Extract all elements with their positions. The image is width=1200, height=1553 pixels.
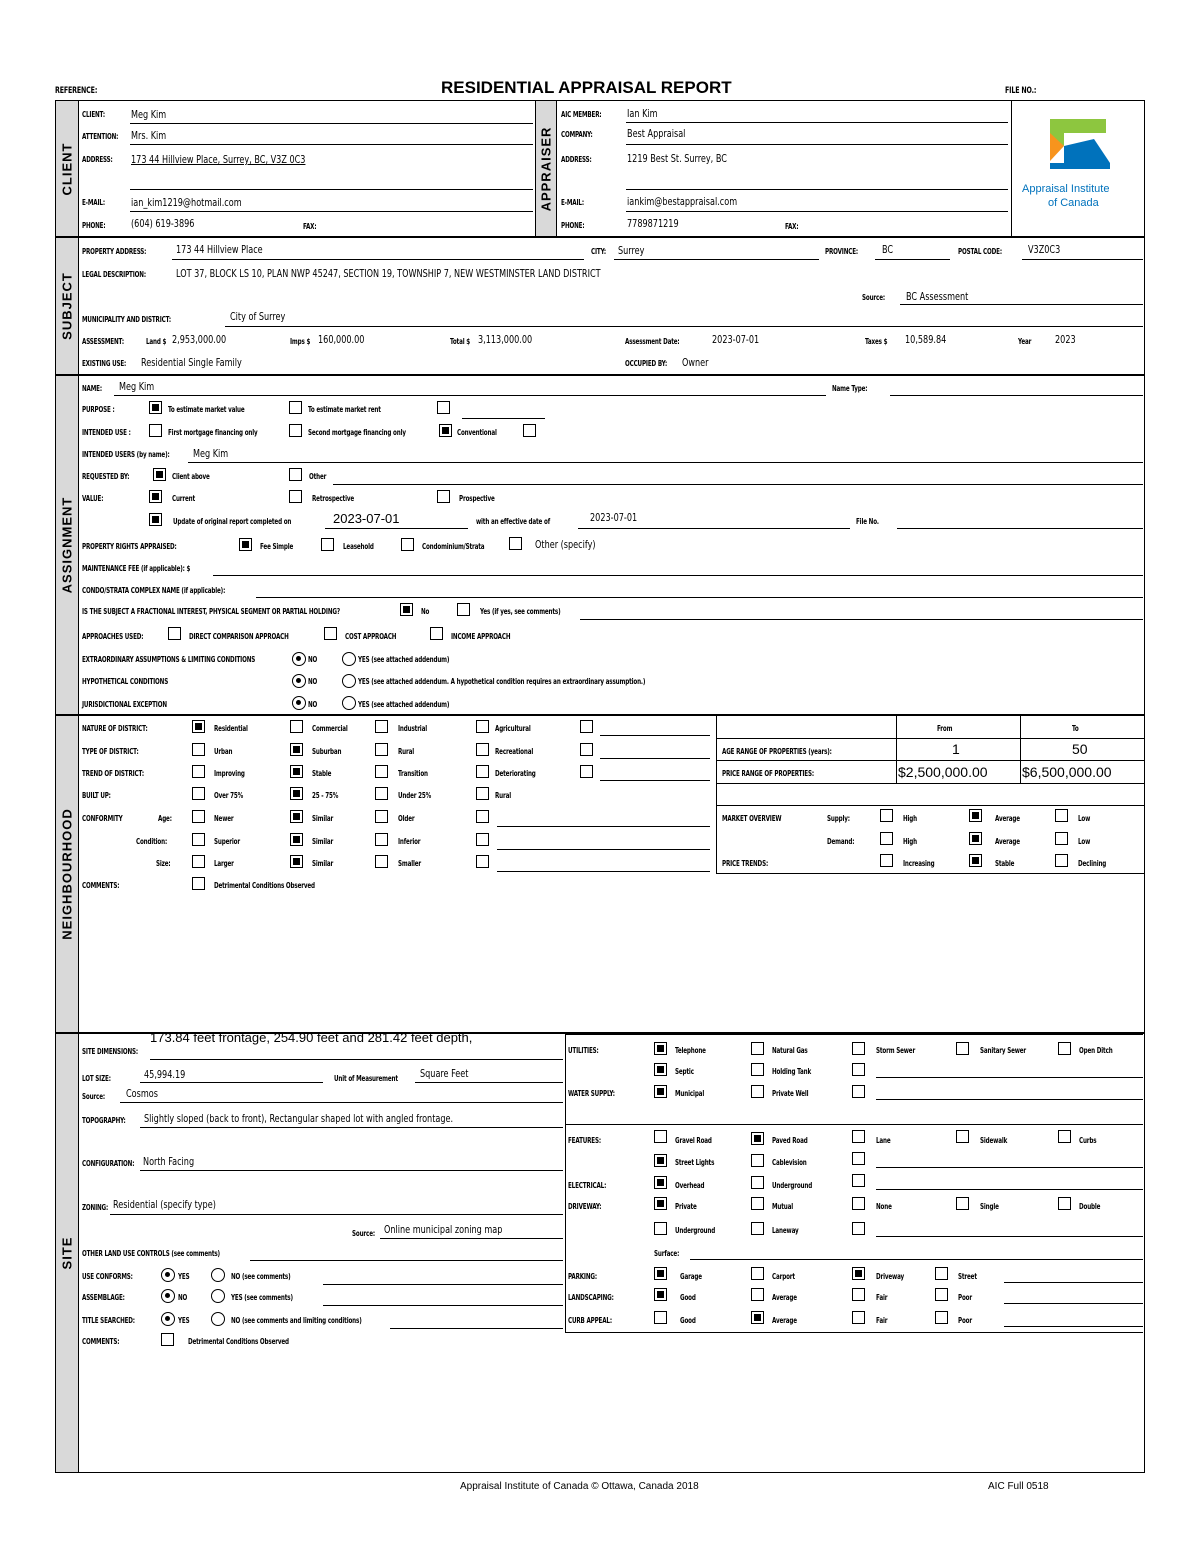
- jurisdictional-yes-radio[interactable]: [342, 696, 356, 710]
- natural-gas-checkbox[interactable]: [751, 1042, 764, 1055]
- parking-label: PARKING:: [568, 1272, 597, 1281]
- parking-driveway-checkbox[interactable]: [852, 1267, 865, 1280]
- client-address-label: ADDRESS:: [82, 155, 113, 164]
- type-rural-checkbox[interactable]: [375, 743, 388, 756]
- open-ditch-checkbox[interactable]: [1058, 1042, 1071, 1055]
- curb-average-checkbox[interactable]: [751, 1311, 764, 1324]
- file-no-label: FILE NO.:: [1005, 86, 1037, 96]
- demand-low-checkbox[interactable]: [1055, 832, 1068, 845]
- trend-label: TREND OF DISTRICT:: [82, 769, 144, 778]
- lot-size-value: 45,994.19: [144, 1068, 186, 1081]
- imps-label: Imps $: [290, 337, 311, 346]
- trend-improving-checkbox[interactable]: [192, 765, 205, 778]
- extraordinary-yes-radio[interactable]: [342, 652, 356, 666]
- footer-copyright: Appraisal Institute of Canada © Ottawa, Canada 2018: [460, 1481, 699, 1492]
- fractional-yes-checkbox[interactable]: [457, 603, 470, 616]
- landscaping-average-checkbox[interactable]: [751, 1288, 764, 1301]
- legal-source-label: Source:: [862, 293, 885, 302]
- province-value: BC: [882, 243, 894, 256]
- features-label: FEATURES:: [568, 1136, 601, 1145]
- driveway-mutual-checkbox[interactable]: [751, 1197, 764, 1210]
- landscaping-fair-checkbox[interactable]: [852, 1288, 865, 1301]
- fee-simple-checkbox[interactable]: [239, 538, 252, 551]
- purpose-market-rent-checkbox[interactable]: [289, 401, 302, 414]
- section-neighbourhood: NEIGHBOURHOOD: [56, 716, 79, 1032]
- type-suburban-checkbox[interactable]: [290, 743, 303, 756]
- features-other-checkbox[interactable]: [852, 1152, 865, 1165]
- price-range-label: PRICE RANGE OF PROPERTIES:: [722, 769, 814, 778]
- age-to-value: 50: [1072, 741, 1088, 757]
- storm-sewer-checkbox[interactable]: [852, 1042, 865, 1055]
- landscaping-label: LANDSCAPING:: [568, 1293, 614, 1302]
- effective-date-value: 2023-07-01: [590, 511, 638, 524]
- driveway-label: DRIVEWAY:: [568, 1202, 602, 1211]
- topography-value: Slightly sloped (back to front), Rectangular shaped lot with angled frontage.: [144, 1112, 454, 1125]
- conformity-cond-other-checkbox[interactable]: [476, 833, 489, 846]
- price-trends-label: PRICE TRENDS:: [722, 859, 769, 868]
- client-value: Meg Kim: [131, 108, 167, 121]
- aic-logo-icon: [1012, 101, 1145, 191]
- legal-label: LEGAL DESCRIPTION:: [82, 270, 146, 279]
- zoning-label: ZONING:: [82, 1203, 109, 1212]
- trend-stable-checkbox[interactable]: [290, 765, 303, 778]
- condominium-checkbox[interactable]: [401, 538, 414, 551]
- purpose-label: PURPOSE :: [82, 405, 115, 414]
- section-client: CLIENT: [56, 101, 79, 236]
- update-checkbox[interactable]: [149, 513, 162, 526]
- configuration-label: CONFIGURATION:: [82, 1159, 135, 1168]
- purpose-market-value-checkbox[interactable]: [149, 401, 162, 414]
- sanitary-sewer-checkbox[interactable]: [956, 1042, 969, 1055]
- title-yes-radio[interactable]: [161, 1312, 175, 1326]
- overhead-checkbox[interactable]: [654, 1176, 667, 1189]
- assemblage-label: ASSEMBLAGE:: [82, 1293, 125, 1302]
- requested-client-above-checkbox[interactable]: [153, 468, 166, 481]
- property-address-label: PROPERTY ADDRESS:: [82, 247, 147, 256]
- type-urban-checkbox[interactable]: [192, 743, 205, 756]
- conformity-age-older-checkbox[interactable]: [375, 810, 388, 823]
- site-dimensions-value: 173.84 feet frontage, 254.90 feet and 281.42 feet depth,: [150, 1030, 473, 1045]
- occupied-label: OCCUPIED BY:: [625, 359, 668, 368]
- gravel-road-checkbox[interactable]: [654, 1130, 667, 1143]
- utilities-other-checkbox[interactable]: [852, 1063, 865, 1076]
- name-label: NAME:: [82, 384, 102, 393]
- septic-checkbox[interactable]: [654, 1063, 667, 1076]
- conformity-size-other-checkbox[interactable]: [476, 855, 489, 868]
- demand-high-checkbox[interactable]: [880, 832, 893, 845]
- province-label: PROVINCE:: [825, 247, 858, 256]
- driveway-laneway-checkbox[interactable]: [751, 1222, 764, 1235]
- built-over75-checkbox[interactable]: [192, 787, 205, 800]
- update-date-value: 2023-07-01: [333, 511, 400, 526]
- approaches-label: APPROACHES USED:: [82, 632, 144, 641]
- client-phone-label: PHONE:: [82, 221, 106, 230]
- type-recreational-checkbox[interactable]: [476, 743, 489, 756]
- driveway-double-checkbox[interactable]: [1058, 1197, 1071, 1210]
- underground-electric-checkbox[interactable]: [751, 1176, 764, 1189]
- year-label: Year: [1018, 337, 1032, 346]
- parking-carport-checkbox[interactable]: [751, 1267, 764, 1280]
- value-prospective-checkbox[interactable]: [437, 490, 450, 503]
- leasehold-checkbox[interactable]: [321, 538, 334, 551]
- client-email-value: ian_kim1219@hotmail.com: [131, 196, 242, 209]
- file-no-field-label: File No.: [856, 517, 879, 526]
- requested-by-label: REQUESTED BY:: [82, 472, 130, 481]
- income-approach-checkbox[interactable]: [430, 627, 443, 640]
- conventional-checkbox[interactable]: [439, 424, 452, 437]
- type-other-checkbox[interactable]: [580, 743, 593, 756]
- driveway-underground-checkbox[interactable]: [654, 1222, 667, 1235]
- parking-street-checkbox[interactable]: [935, 1267, 948, 1280]
- conformity-size-smaller-checkbox[interactable]: [375, 855, 388, 868]
- use-conforms-no-radio[interactable]: [211, 1268, 225, 1282]
- landscaping-poor-checkbox[interactable]: [935, 1288, 948, 1301]
- other-specify-checkbox[interactable]: [509, 537, 522, 550]
- footer-form-id: AIC Full 0518: [988, 1481, 1049, 1492]
- conformity-size-similar-checkbox[interactable]: [290, 855, 303, 868]
- use-conforms-yes-radio[interactable]: [161, 1268, 175, 1282]
- jurisdictional-label: JURISDICTIONAL EXCEPTION: [82, 700, 167, 709]
- curb-poor-checkbox[interactable]: [935, 1311, 948, 1324]
- assessment-date-label: Assessment Date:: [625, 337, 680, 346]
- trends-declining-checkbox[interactable]: [1055, 854, 1068, 867]
- conformity-cond-superior-checkbox[interactable]: [192, 833, 205, 846]
- driveway-none-checkbox[interactable]: [852, 1197, 865, 1210]
- supply-high-checkbox[interactable]: [880, 809, 893, 822]
- from-header: From: [937, 724, 953, 733]
- reference-label: REFERENCE:: [55, 86, 98, 96]
- unit-value: Square Feet: [420, 1067, 469, 1080]
- conformity-age-newer-checkbox[interactable]: [192, 810, 205, 823]
- intended-use-label: INTENDED USE :: [82, 428, 131, 437]
- second-mortgage-checkbox[interactable]: [289, 424, 302, 437]
- demand-average-checkbox[interactable]: [969, 832, 982, 845]
- site-comments-label: COMMENTS:: [82, 1337, 120, 1346]
- extraordinary-no-radio[interactable]: [292, 652, 306, 666]
- client-email-label: E-MAIL:: [82, 198, 105, 207]
- assessment-label: ASSESSMENT:: [82, 337, 124, 346]
- type-label: TYPE OF DISTRICT:: [82, 747, 139, 756]
- sidewalk-checkbox[interactable]: [956, 1130, 969, 1143]
- conformity-age-similar-checkbox[interactable]: [290, 810, 303, 823]
- built-rural-checkbox[interactable]: [476, 787, 489, 800]
- company-value: Best Appraisal: [627, 127, 686, 140]
- client-address-value: 173 44 Hillview Place, Surrey, BC, V3Z 0C3: [131, 153, 306, 166]
- value-retrospective-checkbox[interactable]: [289, 490, 302, 503]
- legal-source-value: BC Assessment: [906, 290, 969, 303]
- parking-garage-checkbox[interactable]: [654, 1267, 667, 1280]
- zoning-source-value: Online municipal zoning map: [384, 1223, 503, 1236]
- site-dimensions-label: SITE DIMENSIONS:: [82, 1047, 139, 1056]
- utilities-label: UTILITIES:: [568, 1046, 599, 1055]
- to-header: To: [1072, 724, 1079, 733]
- conformity-cond-inferior-checkbox[interactable]: [375, 833, 388, 846]
- curbs-checkbox[interactable]: [1058, 1130, 1071, 1143]
- electrical-label: ELECTRICAL:: [568, 1181, 607, 1190]
- appraiser-address-label: ADDRESS:: [561, 155, 592, 164]
- trend-other-checkbox[interactable]: [580, 765, 593, 778]
- conformity-label: CONFORMITY: [82, 814, 123, 823]
- total-value: 3,113,000.00: [478, 333, 533, 346]
- postal-label: POSTAL CODE:: [958, 247, 1002, 256]
- taxes-label: Taxes $: [865, 337, 888, 346]
- intended-users-label: INTENDED USERS (by name):: [82, 450, 170, 459]
- city-label: CITY:: [591, 247, 607, 256]
- fractional-no-checkbox[interactable]: [400, 603, 413, 616]
- supply-low-checkbox[interactable]: [1055, 809, 1068, 822]
- water-supply-label: WATER SUPPLY:: [568, 1089, 615, 1098]
- appraiser-phone-label: PHONE:: [561, 221, 585, 230]
- appraiser-phone-value: 7789871219: [627, 217, 679, 230]
- intended-users-value: Meg Kim: [193, 447, 229, 460]
- zoning-value: Residential (specify type): [113, 1198, 216, 1211]
- curb-fair-checkbox[interactable]: [852, 1311, 865, 1324]
- appraiser-fax-label: FAX:: [785, 222, 799, 231]
- requested-other-checkbox[interactable]: [289, 468, 302, 481]
- hypothetical-no-radio[interactable]: [292, 674, 306, 688]
- age-range-label: AGE RANGE OF PROPERTIES (years):: [722, 747, 832, 756]
- site-source-value: Cosmos: [126, 1087, 158, 1100]
- nature-commercial-checkbox[interactable]: [290, 720, 303, 733]
- driveway-private-checkbox[interactable]: [654, 1197, 667, 1210]
- client-label: CLIENT:: [82, 110, 105, 119]
- maintenance-label: MAINTENANCE FEE (if applicable): $: [82, 564, 191, 573]
- zoning-source-label: Source:: [352, 1229, 375, 1238]
- appraiser-email-value: iankim@bestappraisal.com: [627, 195, 738, 208]
- private-well-checkbox[interactable]: [751, 1085, 764, 1098]
- purpose-other-checkbox[interactable]: [437, 401, 450, 414]
- curb-good-checkbox[interactable]: [654, 1311, 667, 1324]
- conformity-size-larger-checkbox[interactable]: [192, 855, 205, 868]
- intended-use-other-checkbox[interactable]: [523, 424, 536, 437]
- trends-stable-checkbox[interactable]: [969, 854, 982, 867]
- assemblage-no-radio[interactable]: [161, 1289, 175, 1303]
- cost-approach-checkbox[interactable]: [324, 627, 337, 640]
- telephone-checkbox[interactable]: [654, 1042, 667, 1055]
- value-current-checkbox[interactable]: [149, 490, 162, 503]
- nature-other-checkbox[interactable]: [580, 720, 593, 733]
- existing-use-value: Residential Single Family: [141, 356, 242, 369]
- rights-label: PROPERTY RIGHTS APPRAISED:: [82, 542, 177, 551]
- jurisdictional-no-radio[interactable]: [292, 696, 306, 710]
- site-detrimental-checkbox[interactable]: [161, 1333, 174, 1346]
- driveway-other-checkbox[interactable]: [852, 1222, 865, 1235]
- title-searched-label: TITLE SEARCHED:: [82, 1316, 135, 1325]
- street-lights-checkbox[interactable]: [654, 1154, 667, 1167]
- age-from-value: 1: [952, 741, 960, 757]
- neighbourhood-comments-label: COMMENTS:: [82, 881, 120, 890]
- surface-label: Surface:: [654, 1249, 680, 1258]
- aic-member-label: AIC MEMBER:: [561, 110, 602, 119]
- value-label: VALUE:: [82, 494, 104, 503]
- site-source-label: Source:: [82, 1092, 105, 1101]
- section-assignment: ASSIGNMENT: [56, 376, 79, 714]
- conformity-cond-similar-checkbox[interactable]: [290, 833, 303, 846]
- condo-name-label: CONDO/STRATA COMPLEX NAME (if applicable):: [82, 586, 226, 595]
- land-label: Land $: [146, 337, 167, 346]
- driveway-single-checkbox[interactable]: [956, 1197, 969, 1210]
- trend-deteriorating-checkbox[interactable]: [476, 765, 489, 778]
- built-under25-checkbox[interactable]: [375, 787, 388, 800]
- legal-value: LOT 37, BLOCK LS 10, PLAN NWP 45247, SECTION 19, TOWNSHIP 7, NEW WESTMINSTER LAND DISTRICT: [176, 267, 601, 280]
- curb-appeal-label: CURB APPEAL:: [568, 1316, 612, 1325]
- page-title: RESIDENTIAL APPRAISAL REPORT: [441, 78, 732, 97]
- appraiser-address-value: 1219 Best St. Surrey, BC: [627, 152, 727, 165]
- trend-transition-checkbox[interactable]: [375, 765, 388, 778]
- aic-member-value: Ian Kim: [627, 107, 658, 120]
- name-type-label: Name Type:: [832, 384, 868, 393]
- hypothetical-label: HYPOTHETICAL CONDITIONS: [82, 677, 169, 686]
- land-value: 2,953,000.00: [172, 333, 227, 346]
- extraordinary-label: EXTRAORDINARY ASSUMPTIONS & LIMITING CONDITIONS: [82, 655, 256, 664]
- conformity-age-other-checkbox[interactable]: [476, 810, 489, 823]
- configuration-value: North Facing: [143, 1155, 195, 1168]
- cablevision-checkbox[interactable]: [751, 1154, 764, 1167]
- supply-average-checkbox[interactable]: [969, 809, 982, 822]
- total-label: Total $: [450, 337, 471, 346]
- attention-label: ATTENTION:: [82, 132, 119, 141]
- paved-road-checkbox[interactable]: [751, 1132, 764, 1145]
- section-appraiser: APPRAISER: [535, 101, 557, 236]
- electrical-other-checkbox[interactable]: [852, 1174, 865, 1187]
- price-to-value: $6,500,000.00: [1022, 764, 1112, 780]
- attention-value: Mrs. Kim: [131, 129, 167, 142]
- water-other-checkbox[interactable]: [852, 1085, 865, 1098]
- municipal-checkbox[interactable]: [654, 1085, 667, 1098]
- nature-residential-checkbox[interactable]: [192, 720, 205, 733]
- lane-checkbox[interactable]: [852, 1130, 865, 1143]
- name-value: Meg Kim: [119, 380, 155, 393]
- market-overview-label: MARKET OVERVIEW: [722, 814, 782, 823]
- taxes-value: 10,589.84: [905, 333, 947, 346]
- section-subject: SUBJECT: [56, 238, 79, 374]
- section-site: SITE: [56, 1034, 79, 1472]
- neighbourhood-detrimental-checkbox[interactable]: [192, 877, 205, 890]
- built-25-75-checkbox[interactable]: [290, 787, 303, 800]
- assemblage-yes-radio[interactable]: [211, 1289, 225, 1303]
- assessment-date-value: 2023-07-01: [712, 333, 760, 346]
- price-from-value: $2,500,000.00: [898, 764, 988, 780]
- existing-use-label: EXISTING USE:: [82, 359, 127, 368]
- company-label: COMPANY:: [561, 130, 593, 139]
- title-no-radio[interactable]: [211, 1312, 225, 1326]
- nature-label: NATURE OF DISTRICT:: [82, 724, 148, 733]
- other-controls-label: OTHER LAND USE CONTROLS (see comments): [82, 1249, 220, 1258]
- topography-label: TOPOGRAPHY:: [82, 1116, 126, 1125]
- landscaping-good-checkbox[interactable]: [654, 1288, 667, 1301]
- property-address-value: 173 44 Hillview Place: [176, 243, 263, 256]
- aic-logo: Appraisal Institute of Canada: [1011, 101, 1145, 236]
- holding-tank-checkbox[interactable]: [751, 1063, 764, 1076]
- fractional-label: IS THE SUBJECT A FRACTIONAL INTEREST, PHYSICAL SEGMENT OR PARTIAL HOLDING?: [82, 607, 340, 616]
- imps-value: 160,000.00: [318, 333, 365, 346]
- city-value: Surrey: [618, 244, 645, 257]
- client-fax-label: FAX:: [303, 222, 317, 231]
- direct-comparison-checkbox[interactable]: [168, 627, 181, 640]
- nature-agricultural-checkbox[interactable]: [476, 720, 489, 733]
- hypothetical-yes-radio[interactable]: [342, 674, 356, 688]
- occupied-value: Owner: [682, 356, 709, 369]
- built-up-label: BUILT UP:: [82, 791, 111, 800]
- appraiser-email-label: E-MAIL:: [561, 198, 584, 207]
- postal-value: V3Z0C3: [1028, 243, 1061, 256]
- municipality-label: MUNICIPALITY AND DISTRICT:: [82, 315, 172, 324]
- nature-industrial-checkbox[interactable]: [375, 720, 388, 733]
- trends-increasing-checkbox[interactable]: [880, 854, 893, 867]
- client-phone-value: (604) 619-3896: [131, 217, 195, 230]
- lot-size-label: LOT SIZE:: [82, 1074, 111, 1083]
- first-mortgage-checkbox[interactable]: [149, 424, 162, 437]
- use-conforms-label: USE CONFORMS:: [82, 1272, 133, 1281]
- municipality-value: City of Surrey: [230, 310, 286, 323]
- year-value: 2023: [1055, 333, 1076, 346]
